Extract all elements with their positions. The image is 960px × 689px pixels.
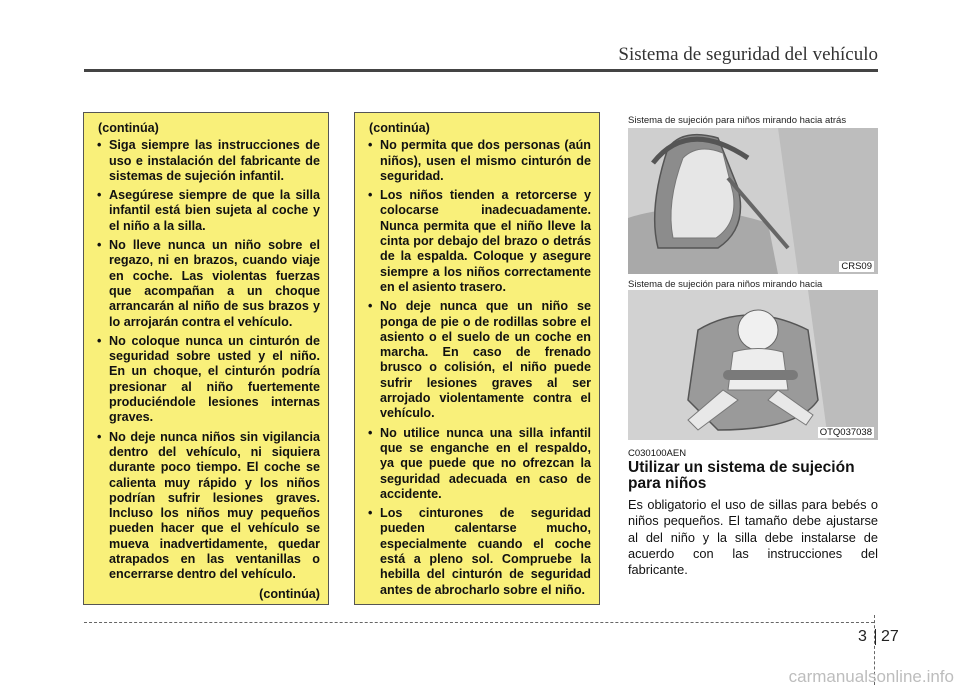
footer-rule bbox=[84, 622, 874, 623]
section-body: Es obligatorio el uso de sillas para bebés o niños pequeños. El tamaño debe ajustarse al del niño y la silla debe instalarse de acuerdo con las instrucciones del fabricante. bbox=[628, 497, 878, 578]
warning-item: • Los niños tienden a retorcerse y colocarse inadecuadamente. Nunca permita que el niño lleve la cinta por debajo del brazo o detrás de la espalda. Coloque y asegure siempre a los niños correctamente en el asiento trasero. bbox=[368, 188, 591, 294]
figure-caption-forward-facing: Sistema de sujeción para niños mirando hacia bbox=[628, 278, 822, 304]
watermark: carmanualsonline.info bbox=[788, 667, 954, 686]
continued-label-top: (continúa) bbox=[369, 121, 430, 135]
page-header-title: Sistema de seguridad del vehículo bbox=[618, 44, 878, 65]
forward-facing-seat-photo bbox=[628, 290, 878, 440]
warning-box-middle bbox=[354, 112, 600, 605]
figure-code: OTQ037038 bbox=[819, 427, 872, 438]
warning-item: • No deje nunca que un niño se ponga de pie o de rodillas sobre el asiento o el suelo de un coche en marcha. En caso de frenado brusco o colisión, el niño puede sufrir lesiones graves al ser arrojado violentamente contra el vehículo. bbox=[368, 299, 591, 421]
figure-code: CRS09 bbox=[841, 261, 872, 272]
forward-facing-seat-illustration bbox=[628, 290, 878, 440]
page-number: 27 bbox=[881, 628, 899, 645]
warning-item: • Siga siempre las instrucciones de uso e instalación del fabricante de sistemas de sujeción infantil. bbox=[97, 138, 320, 183]
warning-box-left bbox=[83, 112, 329, 605]
section-title: Utilizar un sistema de sujeción para niños bbox=[628, 459, 855, 492]
warning-item: • Asegúrese siempre de que la silla infantil está bien sujeta al coche y el niño a la silla. bbox=[97, 188, 320, 233]
warning-list bbox=[363, 138, 591, 598]
warning-item: • No lleve nunca un niño sobre el regazo, ni en brazos, cuando viaje en coche. Las violentas fuerzas que acompañan a un choque arrancarán al niño de sus brazos y lo arrojarán contra el vehículo. bbox=[97, 238, 320, 329]
header-rule bbox=[84, 69, 878, 72]
rear-facing-seat-illustration bbox=[628, 128, 878, 274]
rear-facing-seat-photo bbox=[628, 128, 878, 274]
warning-item: • No utilice nunca una silla infantil que se enganche en el respaldo, ya que puede que no ofrezcan la seguridad adecuada en caso de accidente. bbox=[368, 425, 591, 501]
section-code: C030100AEN bbox=[628, 448, 687, 459]
warning-item: • Los cinturones de seguridad pueden calentarse mucho, especialmente cuando el coche está a pleno sol. Compruebe la hebilla del cinturón de seguridad antes de abrocharlo sobre el niño. bbox=[368, 506, 591, 597]
warning-item: • No coloque nunca un cinturón de seguridad sobre usted y el niño. En un choque, el cinturón podría presionar al niño fuertemente produciéndole lesiones internas graves. bbox=[97, 333, 320, 425]
page-number-separator bbox=[875, 629, 876, 645]
warning-list bbox=[92, 138, 320, 582]
chapter-number: 3 bbox=[858, 628, 867, 645]
continued-label-top: (continúa) bbox=[98, 121, 159, 135]
warning-item: • No deje nunca niños sin vigilancia dentro del vehículo, ni siquiera durante poco tiempo. El coche se calienta muy rápido y los niños podrían sufrir lesiones graves. Incluso los niños muy pequeños pueden hacer que el vehículo se mueva inadvertidamente, quedar atrapados en las ventanillas o encerrarse dentro del vehículo. bbox=[97, 429, 320, 582]
warning-item: • No permita que dos personas (aún niños), usen el mismo cinturón de seguridad. bbox=[368, 138, 591, 183]
continued-label-bottom: (continúa) bbox=[259, 586, 320, 601]
figure-caption-rear-facing: Sistema de sujeción para niños mirando hacia atrás bbox=[628, 115, 847, 126]
